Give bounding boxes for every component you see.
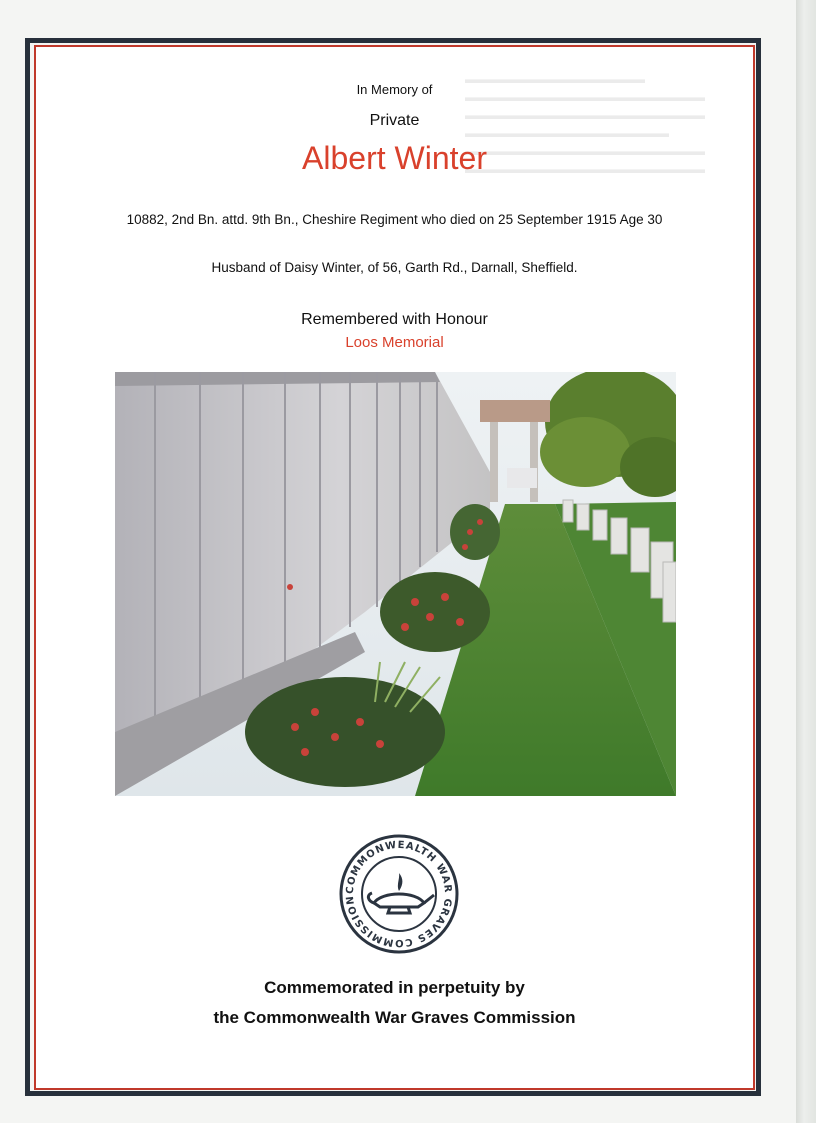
in-memory-heading: In Memory of [356,82,433,97]
page-edge [796,0,816,1123]
rank-label: Private [369,112,420,129]
family-details: Husband of Daisy Winter, of 56, Garth Rd., Darnall, Sheffield. [211,260,578,275]
memorial-name: Loos Memorial [345,334,444,351]
commemorated-line-2: the Commonwealth War Graves Commission [213,1008,576,1027]
memorial-photo [115,372,676,796]
memorial-photo-illustration [115,372,676,796]
cwgc-emblem [338,833,460,955]
service-details: 10882, 2nd Bn. attd. 9th Bn., Cheshire Regiment who died on 25 September 1915 Age 30 [126,212,663,227]
emblem-ring-text: COMMONWEALTH WAR GRAVES COMMISSION [344,839,454,949]
commemorated-line-1: Commemorated in perpetuity by [264,978,525,997]
oil-lamp-icon [338,833,460,955]
remembered-with-honour: Remembered with Honour [301,311,488,328]
soldier-name: Albert Winter [302,140,487,176]
